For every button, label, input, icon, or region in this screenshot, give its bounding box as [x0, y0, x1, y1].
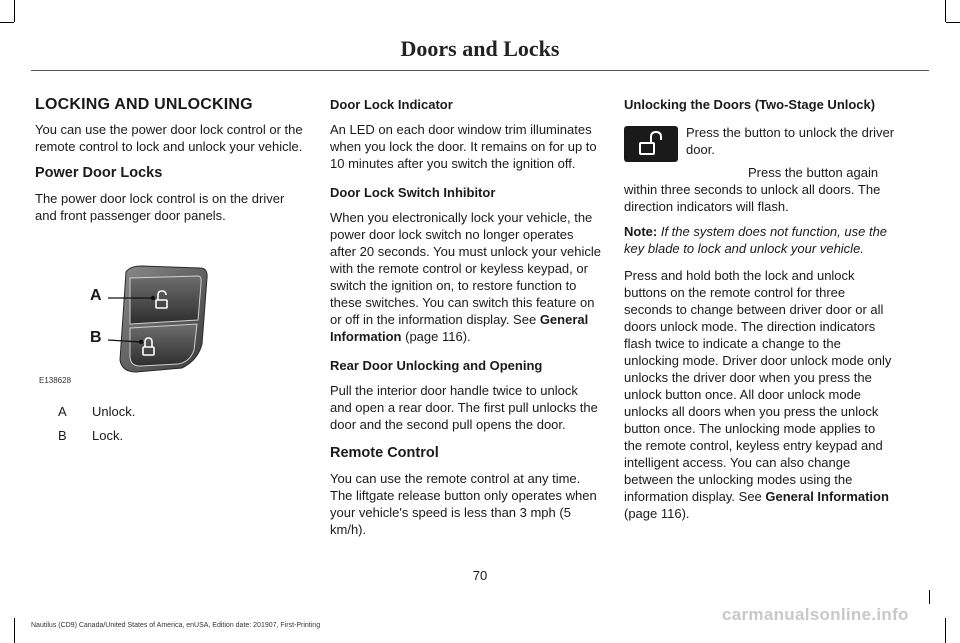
door-lock-inhibitor-heading: Door Lock Switch Inhibitor — [330, 185, 496, 200]
crop-mark — [14, 0, 15, 22]
title-divider — [31, 70, 929, 71]
section-heading: LOCKING AND UNLOCKING — [35, 96, 253, 113]
legend-text: Unlock. — [92, 404, 136, 419]
page-title: Doors and Locks — [400, 36, 560, 61]
watermark: carmanualsonline.info — [722, 605, 909, 624]
power-door-locks-text: The power door lock control is on the driver and front passenger door panels. — [35, 191, 285, 223]
note-paragraph: Note: If the system does not function, use the key blade to lock and unlock your vehicle. — [624, 224, 888, 256]
press-once-text: Press the button to unlock the driver door. — [686, 125, 895, 157]
general-information-link[interactable]: General Information — [330, 312, 589, 344]
remote-control-heading: Remote Control — [330, 445, 439, 461]
page-number: 70 — [472, 568, 488, 583]
crop-mark — [14, 618, 15, 643]
edition-footer: Nautilus (CD9) Canada/United States of America, enUSA, Edition date: 201907, First-Printing — [31, 622, 321, 629]
two-stage-unlock-heading: Unlocking the Doors (Two-Stage Unlock) — [624, 97, 876, 112]
callout-label-b: B — [90, 329, 102, 346]
callout-label-a: A — [90, 287, 102, 304]
crop-mark — [929, 590, 930, 604]
intro-paragraph: You can use the power door lock control or the remote control to lock and unlock your vehicle. — [35, 122, 303, 154]
unlock-button-icon — [624, 126, 678, 162]
door-lock-indicator-text: An LED on each door window trim illuminates when you lock the door. It remains on for up to 10 minutes after you switch the ignition off. — [330, 122, 597, 171]
rear-door-heading: Rear Door Unlocking and Opening — [330, 358, 543, 373]
crop-mark — [946, 22, 960, 23]
legend-key: A — [58, 404, 67, 419]
crop-mark — [945, 0, 946, 22]
rear-door-text: Pull the interior door handle twice to unlock and open a rear door. The first pull unlocks the door and the second pull opens the door. — [330, 383, 598, 432]
figure-id: E138628 — [39, 376, 72, 385]
unlock-mode-text: Press and hold both the lock and unlock buttons on the remote control for three seconds to change between driver door or all doors unlock mode. The direction indicators flash twice to indicate a change to the unlocking mode. Driver door unlock mode only unlocks the driver door when you press the unlock button once. All door unlock mode unlocks all doors when you press the unlock button once. The unlocking mode applies to the remote control, keyless entry keypad and intelligent access. You can also change between the unlocking modes using the information display. See General Information (page 116). — [624, 268, 892, 521]
door-lock-indicator-heading: Door Lock Indicator — [330, 97, 453, 112]
crop-mark — [945, 618, 946, 643]
door-lock-switch-illustration — [86, 262, 216, 377]
remote-control-text: You can use the remote control at any time. The liftgate release button only operates when your vehicle's speed is less than 3 mph (5 km/h). — [330, 471, 597, 537]
left-column — [35, 96, 305, 232]
general-information-link[interactable]: General Information — [765, 489, 889, 504]
legend-text: Lock. — [92, 428, 124, 443]
unlock-icon — [624, 126, 678, 162]
legend-key: B — [58, 428, 67, 443]
crop-mark — [0, 22, 14, 23]
press-again-text: Press the button again within three seconds to unlock all doors. The direction indicators will flash. — [624, 165, 881, 214]
door-lock-inhibitor-text: When you electronically lock your vehicle, the power door lock switch no longer operates after 20 seconds. You must unlock your vehicle with the remote control or keyless keypad, or switch the ignition on, to restore function to these switches. You can switch this feature on or off in the information display. See General Information (page 116). — [330, 210, 601, 344]
right-column — [624, 96, 896, 530]
power-door-locks-heading: Power Door Locks — [35, 165, 163, 181]
